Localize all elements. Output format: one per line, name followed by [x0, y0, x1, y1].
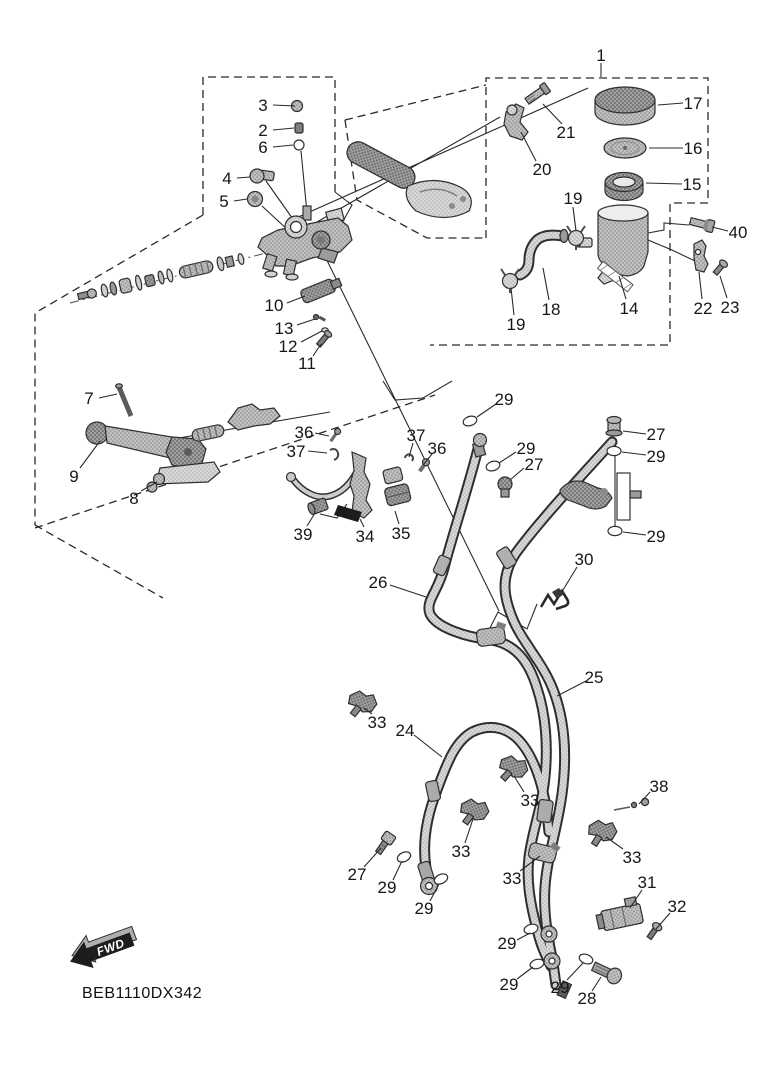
fwd-label: FWD — [94, 935, 127, 959]
banjo-bolt-part27-mid — [498, 477, 512, 497]
switch-cable — [287, 468, 360, 497]
banjo-bolt-part28 — [590, 959, 624, 986]
part-label-27-31: 27 — [524, 455, 544, 474]
part-label-8-8: 8 — [129, 489, 139, 508]
part-label-19-18: 19 — [563, 189, 583, 208]
part-label-29-53: 29 — [497, 934, 517, 953]
screw-part23 — [712, 258, 729, 276]
reference-lines — [150, 88, 695, 634]
leader-line — [543, 104, 562, 124]
leader-line — [573, 207, 576, 231]
reservoir-cap-part17 — [595, 87, 655, 125]
part-label-29-25: 29 — [494, 390, 514, 409]
leader-line — [390, 585, 426, 597]
part-label-9-7: 9 — [69, 467, 79, 486]
part-label-16-16: 16 — [683, 139, 703, 158]
leader-line — [315, 433, 329, 436]
leader-line — [514, 776, 524, 792]
master-cylinder-body — [258, 206, 352, 280]
hose26-upper-fitting — [462, 414, 487, 457]
part-label-18-23: 18 — [541, 300, 561, 319]
bracket-part22 — [694, 240, 708, 272]
part-label-36-26: 36 — [294, 423, 314, 442]
part-label-29-55: 29 — [550, 978, 570, 997]
diaphragm-ring-part15 — [605, 173, 643, 201]
leader-line — [557, 681, 586, 696]
part-label-28-56: 28 — [577, 989, 597, 1008]
leader-line — [273, 145, 293, 147]
part-label-39-35: 39 — [293, 525, 313, 544]
hose-clamp-part19-lower — [501, 269, 519, 293]
part-label-33-43: 33 — [520, 791, 540, 810]
part-label-34-36: 34 — [355, 527, 375, 546]
part-label-13-10: 13 — [274, 319, 294, 338]
fwd-arrow — [64, 920, 141, 975]
leader-line — [563, 567, 577, 590]
leader-line — [297, 319, 315, 325]
part-label-33-44: 33 — [451, 842, 471, 861]
clamp-part33 — [455, 795, 491, 831]
bracket-part34 — [334, 452, 372, 522]
part-label-20-14: 20 — [532, 160, 552, 179]
pin-part38 — [614, 798, 649, 810]
part-label-2-2: 2 — [258, 121, 268, 140]
clevis-part4 — [250, 169, 274, 183]
part-label-27-32: 27 — [646, 425, 666, 444]
part-label-29-54: 29 — [499, 975, 519, 994]
part-label-25-40: 25 — [584, 668, 604, 687]
clamp-holder-part20 — [504, 104, 528, 140]
return-spring — [178, 260, 214, 279]
joint-part31 — [594, 896, 644, 932]
part-label-29-33: 29 — [646, 447, 666, 466]
screw-part36-left — [328, 427, 342, 443]
leader-line — [360, 519, 364, 527]
part-label-27-50: 27 — [347, 865, 367, 884]
bleed-screw-part2 — [295, 123, 303, 133]
leader-line — [606, 837, 623, 849]
part-label-21-13: 21 — [556, 123, 576, 142]
hook-part37-left — [330, 449, 338, 460]
bolt-part27-right — [606, 417, 622, 437]
leader-line — [712, 227, 728, 231]
part-label-11-12: 11 — [298, 354, 316, 373]
part-label-4-4: 4 — [222, 169, 232, 188]
leader-line — [517, 933, 530, 940]
leader-line — [234, 199, 247, 201]
part-label-6-3: 6 — [258, 138, 268, 157]
reservoir-hose-part18 — [520, 230, 568, 276]
hose-part25 — [502, 442, 612, 985]
lever-ball-end — [86, 422, 108, 444]
leader-line — [623, 532, 646, 535]
diaphragm-part16 — [604, 138, 646, 158]
lever-linkage — [191, 404, 280, 442]
reservoir-part14 — [575, 205, 648, 292]
leader-line — [364, 848, 381, 867]
hose24-banjo-end — [417, 861, 437, 895]
part-label-38-47: 38 — [649, 777, 669, 796]
oring-part6 — [294, 140, 304, 150]
bottom-banjo-cluster — [523, 923, 594, 971]
part-label-36-29: 36 — [427, 439, 447, 458]
leader-line — [517, 967, 533, 979]
part-label-29-34: 29 — [646, 527, 666, 546]
leader-line — [477, 404, 496, 417]
part-label-29-30: 29 — [516, 439, 536, 458]
diagram-code: BEB1110DX342 — [82, 985, 203, 1002]
leader-line — [511, 288, 514, 315]
leader-line — [543, 268, 549, 300]
part-label-33-45: 33 — [502, 869, 522, 888]
leader-line — [699, 272, 702, 299]
screw-part11 — [315, 329, 332, 348]
clamp-part33 — [584, 816, 619, 851]
spring-clip-part30 — [541, 588, 568, 609]
leader-line — [395, 511, 399, 524]
bolt-part21 — [524, 82, 551, 105]
part-label-29-52: 29 — [414, 899, 434, 918]
part-label-24-41: 24 — [395, 721, 415, 740]
part-label-23-22: 23 — [720, 298, 740, 317]
leader-line — [287, 296, 305, 303]
leader-line — [658, 103, 683, 105]
leader-line — [99, 394, 117, 398]
part-label-35-37: 35 — [391, 524, 411, 543]
switch-screws — [314, 315, 333, 348]
leader-line — [521, 132, 536, 161]
handlebar — [343, 138, 471, 218]
leader-line — [499, 452, 516, 463]
leader-line — [720, 276, 727, 298]
part-label-14-20: 14 — [619, 299, 639, 318]
lever-pin-part7 — [116, 384, 131, 416]
master-cylinder-fasteners — [248, 101, 305, 207]
part-label-33-46: 33 — [622, 848, 642, 867]
hose25-end-bracket — [560, 456, 641, 526]
leader-line — [80, 441, 100, 468]
part-label-26-38: 26 — [368, 573, 388, 592]
part-label-22-21: 22 — [693, 299, 713, 318]
bolt-part40 — [689, 215, 715, 232]
part-label-10-9: 10 — [264, 296, 284, 315]
part-label-37-27: 37 — [286, 442, 306, 461]
part-label-30-39: 30 — [574, 550, 594, 569]
leader-line — [623, 431, 646, 434]
part-label-40-19: 40 — [728, 223, 748, 242]
grommet-part39 — [307, 498, 329, 516]
part-label-15-17: 15 — [682, 175, 702, 194]
leader-line — [273, 128, 294, 130]
handlebar-clamp — [406, 180, 471, 217]
leader-line — [414, 735, 442, 757]
part-label-19-24: 19 — [506, 315, 526, 334]
brake-hoses — [425, 442, 612, 998]
damper-part35 — [380, 466, 412, 507]
leader-line — [646, 183, 682, 184]
piston-kit — [77, 251, 246, 304]
part-label-3-1: 3 — [258, 96, 268, 115]
brake-switch-part10 — [300, 276, 343, 304]
screw-part36-right — [417, 457, 431, 473]
leader-line — [510, 468, 524, 480]
part-label-7-6: 7 — [84, 389, 94, 408]
part-label-29-51: 29 — [377, 878, 397, 897]
nut-part5 — [248, 192, 263, 207]
part-label-33-42: 33 — [367, 713, 387, 732]
part-label-17-15: 17 — [683, 94, 703, 113]
leader-line — [622, 452, 646, 455]
hose-ferrule — [432, 554, 451, 576]
part-label-5-5: 5 — [219, 192, 229, 211]
part-label-31-48: 31 — [637, 873, 657, 892]
leader-line — [237, 177, 250, 178]
part-label-32-49: 32 — [667, 897, 687, 916]
part-label-12-11: 12 — [278, 337, 298, 356]
part-label-37-28: 37 — [406, 426, 426, 445]
leader-line — [308, 451, 327, 453]
part-label-1-0: 1 — [596, 46, 606, 65]
